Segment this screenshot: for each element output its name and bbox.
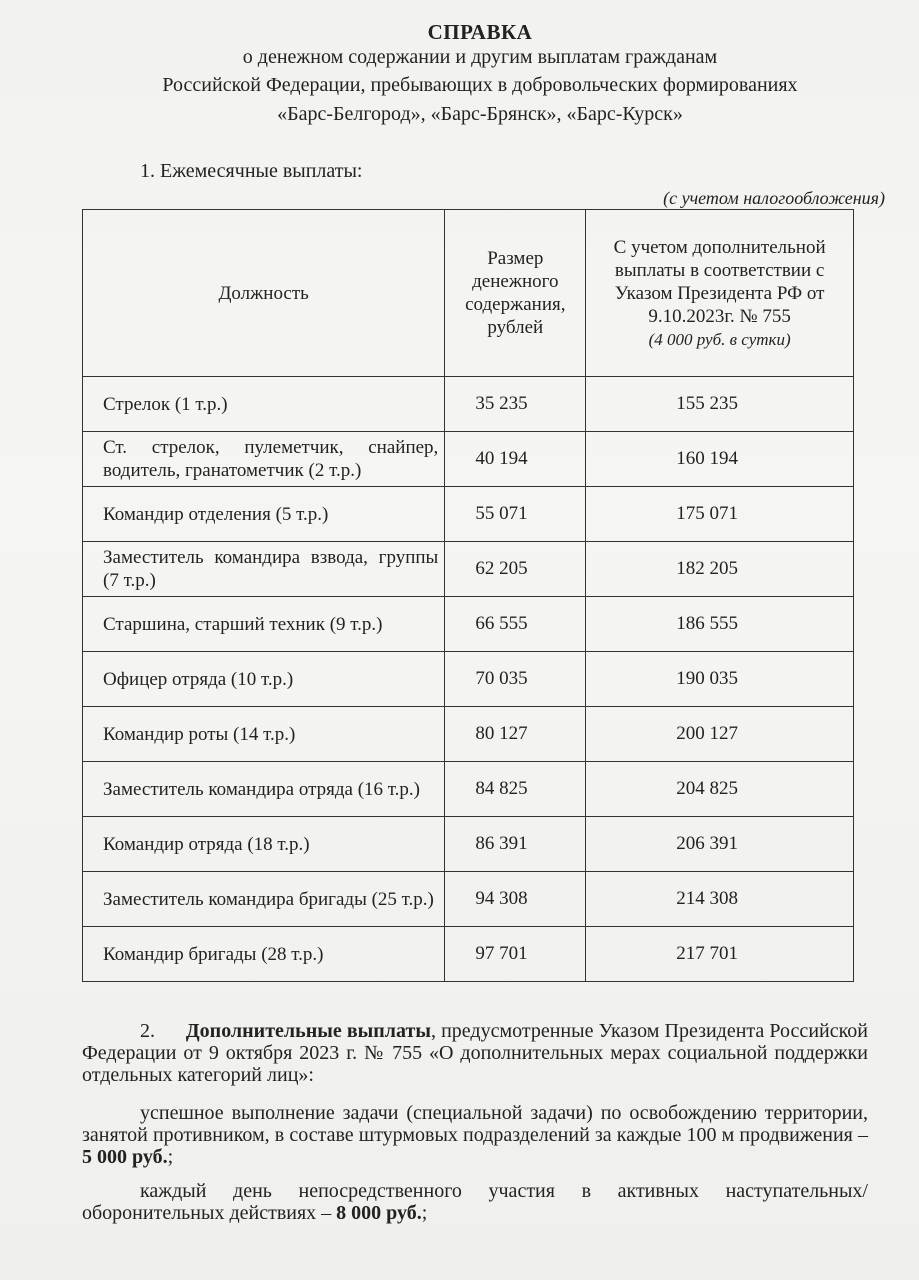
row-total: 160 194 (586, 432, 854, 487)
row-position: Ст. стрелок, пулеметчик, снайпер, водитель, гранатометчик (2 т.р.) (83, 432, 445, 487)
row-total: 214 308 (586, 872, 854, 927)
row-base: 40 194 (445, 432, 586, 487)
row-total: 200 127 (586, 707, 854, 762)
subtitle-line-2: Российской Федерации, пребывающих в добровольческих формированиях (162, 74, 798, 96)
row-position: Командир роты (14 т.р.) (83, 707, 445, 762)
row-position: Заместитель командира бригады (25 т.р.) (83, 872, 445, 927)
table-row (83, 377, 854, 432)
row-base: 55 071 (445, 487, 586, 542)
table-row (83, 652, 854, 707)
row-total: 155 235 (586, 377, 854, 432)
table-row (83, 542, 854, 597)
row-base: 70 035 (445, 652, 586, 707)
row-base: 35 235 (445, 377, 586, 432)
row-base: 62 205 (445, 542, 586, 597)
section-1-title: 1. Ежемесячные выплаты: (140, 160, 363, 182)
table-header-row (83, 210, 854, 377)
row-position: Командир бригады (28 т.р.) (83, 927, 445, 982)
row-base: 86 391 (445, 817, 586, 872)
table-row (83, 762, 854, 817)
header-total-note: (4 000 руб. в сутки) (648, 329, 791, 349)
subtitle-line-3: «Барс-Белгород», «Барс-Брянск», «Барс-Курск» (277, 103, 683, 125)
payment-item-combat-day-text: каждый день непосредственного участия в активных наступательных/оборонительных действиях – (82, 1180, 868, 1224)
table-row (83, 487, 854, 542)
row-base: 84 825 (445, 762, 586, 817)
payment-item-advance (82, 1102, 868, 1168)
row-position: Заместитель командира взвода, группы (7 т.р.) (83, 542, 445, 597)
header-base-salary-text: Размер денежного содержания, рублей (465, 248, 566, 338)
table-row (83, 927, 854, 982)
payment-item-advance-end: ; (167, 1146, 174, 1168)
row-position: Офицер отряда (10 т.р.) (83, 652, 445, 707)
section-2-title: Дополнительные выплаты (185, 1020, 431, 1042)
table-row (83, 872, 854, 927)
table-row (83, 597, 854, 652)
section-2-number: 2. (140, 1020, 155, 1042)
row-total: 190 035 (586, 652, 854, 707)
row-total: 182 205 (586, 542, 854, 597)
row-position: Командир отделения (5 т.р.) (83, 487, 445, 542)
table-row (83, 432, 854, 487)
header-base-salary (445, 210, 586, 377)
row-position: Старшина, старший техник (9 т.р.) (83, 597, 445, 652)
row-position: Стрелок (1 т.р.) (83, 377, 445, 432)
table-row (83, 707, 854, 762)
row-base: 94 308 (445, 872, 586, 927)
section-2-intro: , предусмотренные Указом Президента Российской Федерации от 9 октября 2023 г. № 755 «О дополнительных мерах социальной поддержки отдельных категорий лиц»: (82, 1020, 869, 1086)
row-total: 186 555 (586, 597, 854, 652)
row-base: 66 555 (445, 597, 586, 652)
payment-item-combat-day-end: ; (421, 1202, 428, 1224)
tax-note: (с учетом налогообложения) (663, 188, 885, 208)
row-total: 217 701 (586, 927, 854, 982)
table-row (83, 817, 854, 872)
payment-item-combat-day (82, 1180, 868, 1224)
header-position: Должность (83, 210, 445, 377)
row-base: 97 701 (445, 927, 586, 982)
row-base: 80 127 (445, 707, 586, 762)
row-position: Командир отряда (18 т.р.) (83, 817, 445, 872)
row-total: 175 071 (586, 487, 854, 542)
header-total (586, 210, 854, 377)
document-title: СПРАВКА (427, 20, 533, 44)
row-position: Заместитель командира отряда (16 т.р.) (83, 762, 445, 817)
row-total: 204 825 (586, 762, 854, 817)
payment-item-advance-text: успешное выполнение задачи (специальной задачи) по освобождению территории, занятой противником, в составе штурмовых подразделений за каждые 100 м продвижения – (82, 1102, 868, 1146)
row-total: 206 391 (586, 817, 854, 872)
subtitle-line-1: о денежном содержании и другим выплатам гражданам (242, 46, 718, 68)
section-2-paragraph (82, 1020, 868, 1086)
header-total-text: С учетом дополнительной выплаты в соответствии с Указом Президента РФ от 9.10.2023г. № 755 (613, 236, 826, 327)
payment-item-combat-day-amount: 8 000 руб. (336, 1202, 422, 1224)
payment-item-advance-amount: 5 000 руб. (82, 1146, 168, 1168)
monthly-payments-table (82, 209, 854, 982)
